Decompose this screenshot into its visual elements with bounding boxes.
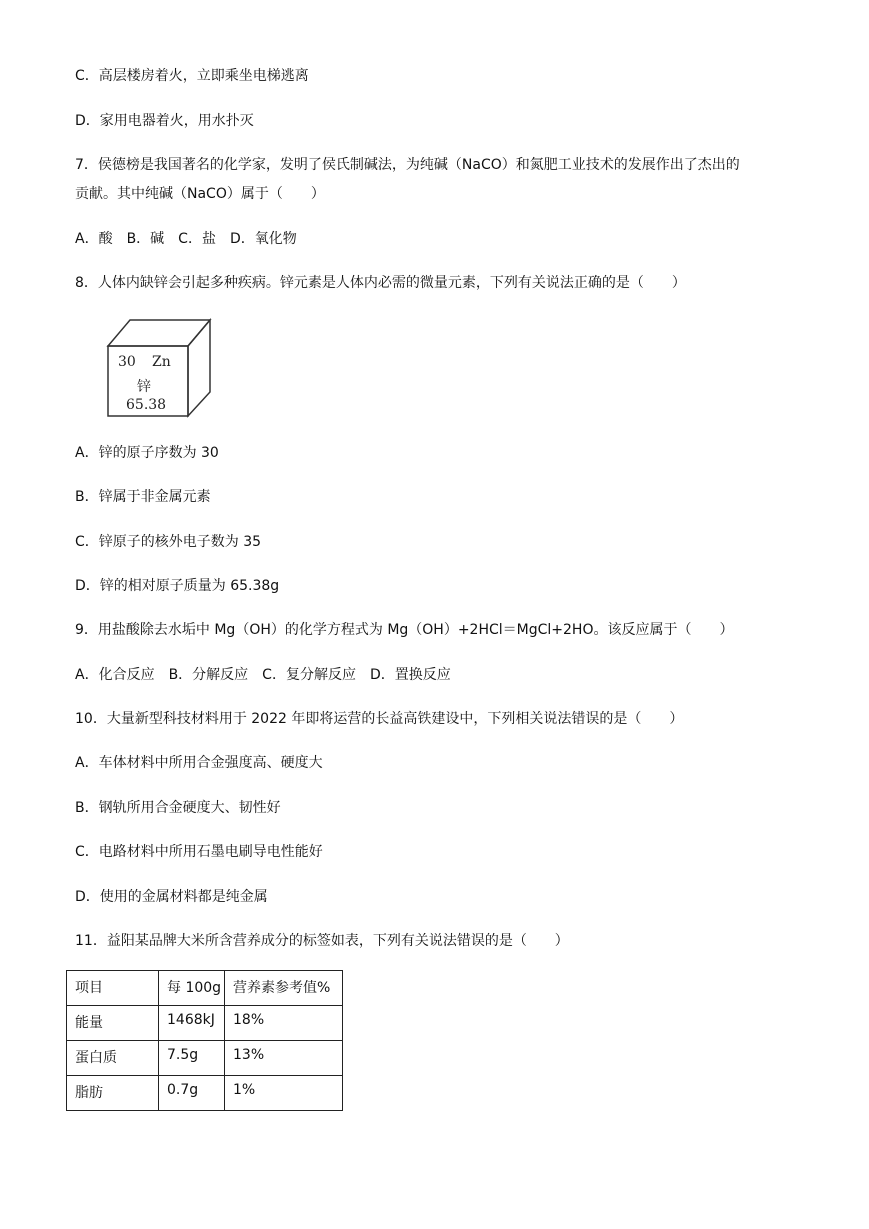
question-8-option-a: A．锌的原子序数为 30 <box>75 445 219 461</box>
table-header-cell: 项目 <box>67 971 159 1006</box>
question-11-stem: 11．益阳某品牌大米所含营养成分的标签如表，下列有关说法错误的是（ ） <box>75 933 569 949</box>
question-8-stem: 8．人体内缺锌会引起多种疾病。锌元素是人体内必需的微量元素，下列有关说法正确的是（ ） <box>75 275 686 291</box>
question-7-stem-line-1: 7．侯德榜是我国著名的化学家，发明了侯氏制碱法，为纯碱（NaCO）和氮肥工业技术的发展作出了杰出的 <box>75 157 740 173</box>
question-8-option-b: B．锌属于非金属元素 <box>75 489 211 505</box>
question-6-option-d: D．家用电器着火，用水扑灭 <box>75 113 254 129</box>
question-9-options: A．化合反应 B．分解反应 C．复分解反应 D．置换反应 <box>75 667 451 683</box>
table-cell: 0.7g <box>159 1076 225 1111</box>
table-cell: 1% <box>225 1076 343 1111</box>
table-cell: 蛋白质 <box>67 1041 159 1076</box>
table-header-cell: 每 100g <box>159 971 225 1006</box>
question-9-stem: 9．用盐酸除去水垢中 Mg（OH）的化学方程式为 Mg（OH）+2HCl＝MgCl+2HO。该反应属于（ ） <box>75 622 734 638</box>
question-8-option-d: D．锌的相对原子质量为 65.38g <box>75 578 280 594</box>
question-10-stem: 10．大量新型科技材料用于 2022 年即将运营的长益高铁建设中，下列相关说法错误的是（ ） <box>75 711 684 727</box>
question-6-option-c: C．高层楼房着火，立即乘坐电梯逃离 <box>75 68 309 84</box>
table-cell: 18% <box>225 1006 343 1041</box>
table-row <box>67 1076 343 1111</box>
zinc-element-card <box>100 318 212 418</box>
table-row <box>67 1041 343 1076</box>
question-10-option-d: D．使用的金属材料都是纯金属 <box>75 889 268 905</box>
question-7-options: A．酸 B．碱 C．盐 D．氧化物 <box>75 231 297 247</box>
nutrition-table <box>66 970 343 1111</box>
question-8-option-c: C．锌原子的核外电子数为 35 <box>75 534 262 550</box>
table-row <box>67 1006 343 1041</box>
element-symbol: Zn <box>152 354 171 370</box>
question-10-option-b: B．钢轨所用合金硬度大、韧性好 <box>75 800 281 816</box>
table-header-cell: 营养素参考值% <box>225 971 343 1006</box>
question-10-option-a: A．车体材料中所用合金强度高、硬度大 <box>75 755 323 771</box>
element-atomic-number: 30 <box>118 354 136 370</box>
table-cell: 1468kJ <box>159 1006 225 1041</box>
table-cell: 能量 <box>67 1006 159 1041</box>
table-header-row <box>67 971 343 1006</box>
question-10-option-c: C．电路材料中所用石墨电刷导电性能好 <box>75 844 323 860</box>
element-atomic-mass: 65.38 <box>126 397 167 413</box>
element-name: 锌 <box>137 379 151 395</box>
table-cell: 脂肪 <box>67 1076 159 1111</box>
table-cell: 7.5g <box>159 1041 225 1076</box>
table-cell: 13% <box>225 1041 343 1076</box>
question-7-stem-line-2: 贡献。其中纯碱（NaCO）属于（ ） <box>75 186 325 202</box>
